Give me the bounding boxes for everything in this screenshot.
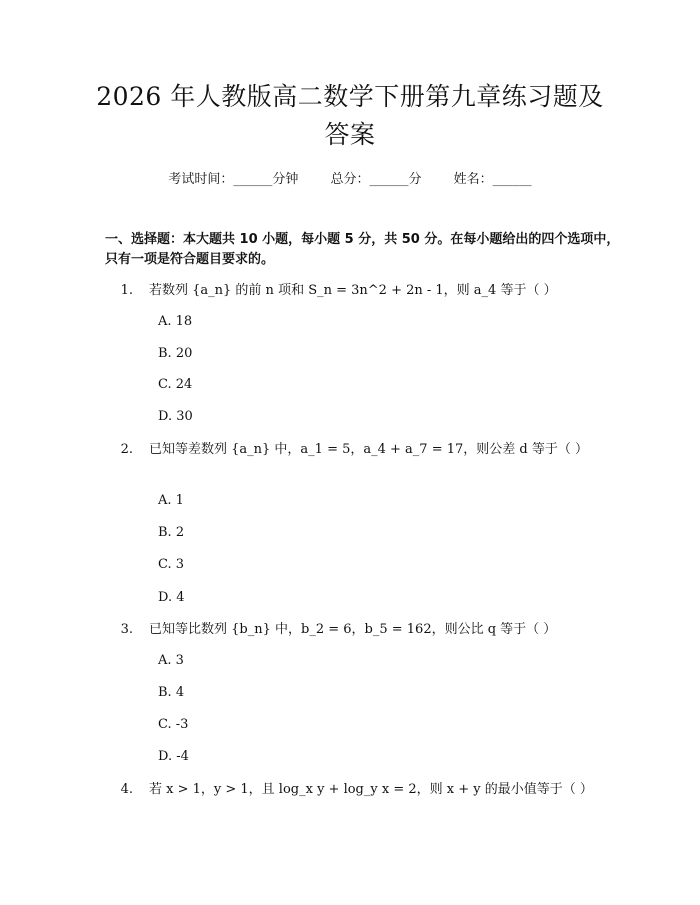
question-text: 若数列 {a_n} 的前 n 项和 S_n = 3n^2 + 2n - 1，则 a_4 等于（ ） [149,283,557,298]
student-name: 姓名：______ [453,172,532,187]
option-a: A. 18 [158,314,193,329]
question-3 [105,620,605,640]
option-c: C. 3 [158,557,185,572]
question-text: 若 x > 1，y > 1，且 log_x y + log_y x = 2，则 x + y 的最小值等于（ ） [149,782,593,797]
option-d: D. 30 [158,409,193,424]
option-b: B. 20 [158,346,193,361]
option-d: D. 4 [158,590,185,605]
question-number: 2. [120,442,133,457]
exam-time: 考试时间：______分钟 [168,172,299,187]
title-line-1: 2026 年人教版高二数学下册第九章练习题及 [96,82,604,111]
total-score: 总分：______分 [330,172,422,187]
option-a: A. 1 [158,493,184,508]
section-heading: 一、选择题：本大题共 10 小题，每小题 5 分，共 50 分。在每小题给出的四个选项中，只有一项是符合题目要求的。 [105,232,620,267]
option-c: C. -3 [158,717,189,732]
option-a: A. 3 [158,653,184,668]
option-b: B. 2 [158,525,185,540]
option-b: B. 4 [158,685,185,700]
title-line-2: 答案 [324,120,376,149]
document-title [70,78,630,154]
exam-meta-line [0,168,700,187]
option-c: C. 24 [158,377,193,392]
question-number: 4. [120,782,133,797]
question-number: 3. [120,622,133,637]
question-text: 已知等比数列 {b_n} 中，b_2 = 6，b_5 = 162，则公比 q 等于（ ） [149,622,557,637]
question-text: 已知等差数列 {a_n} 中，a_1 = 5，a_4 + a_7 = 17，则公差 d 等于（ ） [149,442,588,457]
option-d: D. -4 [158,749,189,764]
question-1 [105,281,605,301]
question-4 [105,780,605,800]
question-2 [105,440,605,460]
question-number: 1. [120,283,133,298]
